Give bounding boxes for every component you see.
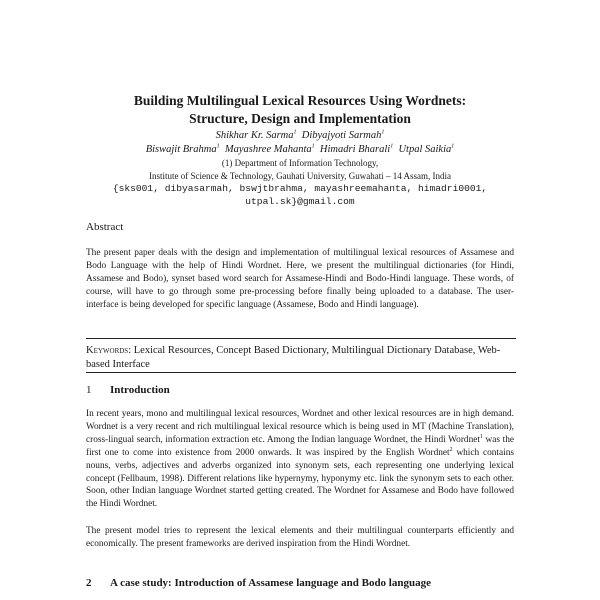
- keywords-top-rule: [86, 338, 516, 339]
- authors-line-2: [40, 143, 560, 156]
- abstract-body: The present paper deals with the design and implementation of multilingual lexical resources of Assamese and Bodo Language with the help of Hindi Wordnet. Here, we present the multilingual dictionaries (for Hindi, Assamese and Bodo), synset based word search for Assamese-Hindi and Bodo-Hindi language. These words, of course, will have to go through some pre-processing before finally being uploaded to a database. The user-interface is being developed for specific language (Assamese, Bodo and Hindi language).: [86, 248, 514, 310]
- affiliation-mark: 1: [311, 143, 315, 150]
- author-name: Biswajit Brahma: [145, 144, 217, 155]
- affiliation-mark: 1: [216, 143, 220, 150]
- section-1-heading: [86, 384, 170, 396]
- author-name: Mayashree Mahanta: [224, 144, 312, 155]
- affiliation-mark: 1: [293, 129, 297, 136]
- affiliation-department: (1) Department of Information Technology,: [221, 158, 379, 168]
- intro-text: was the first one to come into existence from 2000 onwards. It was inspired by the English Wordnet: [86, 434, 515, 458]
- affiliation-institute: Institute of Science & Technology, Gauhati University, Guwahati – 14 Assam, India: [149, 171, 451, 181]
- intro-text: which contains nouns, verbs, adjectives and adverbs organized into synonym sets, each representing one underlying lexical concept (Fellbaum, 1998). Different relations like hypernymy, hyponymy etc. link the synonym sets to each other. Soon, other Indian language Wordnet started getting created. The Wordnet for Assamese and Bodo have followed the Hindi Wordnet.: [86, 447, 514, 510]
- footnote-mark: 2: [449, 446, 453, 453]
- keywords-text: Lexical Resources, Concept Based Dictionary, Multilingual Dictionary Database, Web-based Interface: [86, 345, 501, 370]
- section-number: 1: [86, 384, 92, 396]
- paper-title-line-2: Structure, Design and Implementation: [189, 111, 411, 126]
- keywords-bottom-rule: [86, 372, 516, 373]
- author-name: Himadri Bharali: [319, 144, 391, 155]
- author-name: Utpal Saikia: [398, 144, 452, 155]
- abstract-heading: Abstract: [86, 221, 124, 233]
- introduction-paragraph-2: The present model tries to represent the lexical elements and their multilingual counterparts efficiently and economically. The present frameworks are derived inspiration from the Hindi Wordnet.: [86, 526, 514, 549]
- intro-text: In recent years, mono and multilingual lexical resources, Wordnet and other lexical resources are in high demand. Wordnet is a very recent and rich multilingual lexical resource which is being used in MT (Machine Translation), cross-lingual search, information extraction etc. Among the Indian language Wordnet, the Hindi Wordnet: [86, 409, 514, 445]
- authors-line-1: [40, 129, 560, 142]
- affiliation-mark: 1: [451, 143, 455, 150]
- affiliation-mark: 1: [390, 143, 394, 150]
- keywords-block: [86, 344, 516, 371]
- affiliation-mark: 1: [381, 129, 385, 136]
- paper-title-line-1: Building Multilingual Lexical Resources Using Wordnets:: [133, 93, 467, 108]
- introduction-paragraph-1: [86, 408, 514, 511]
- email-list-line-2: utpal.sk}@gmail.com: [245, 196, 355, 207]
- section-2-heading: [86, 577, 431, 589]
- footnote-mark: 1: [479, 433, 483, 440]
- section-number: 2: [86, 577, 92, 589]
- email-list-line-1: {sks001, dibyasarmah, bswjtbrahma, mayashreemahanta, himadri0001,: [112, 183, 488, 194]
- author-name: Shikhar Kr. Sarma: [215, 130, 294, 141]
- section-title: A case study: Introduction of Assamese language and Bodo language: [110, 577, 431, 589]
- keywords-label: Keywords:: [86, 345, 132, 356]
- author-name: Dibyajyoti Sarmah: [301, 130, 382, 141]
- section-title: Introduction: [110, 384, 170, 396]
